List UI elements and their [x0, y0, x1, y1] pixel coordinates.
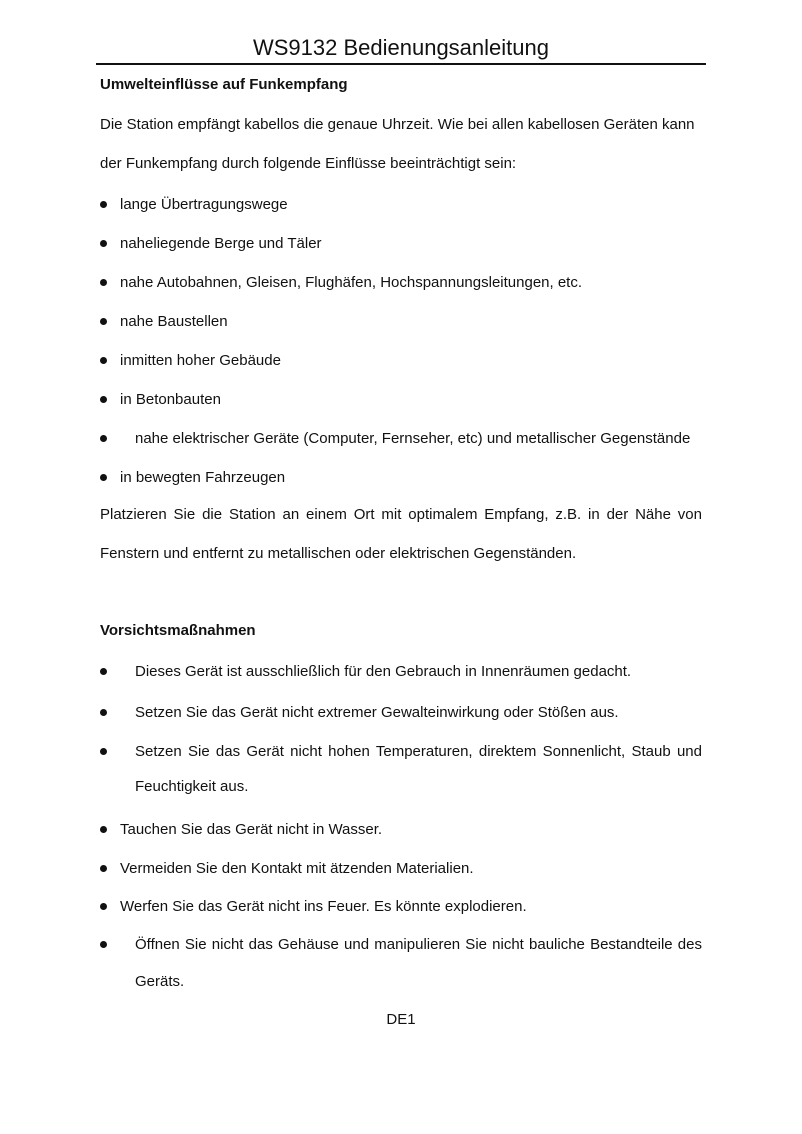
bullet-icon — [100, 279, 107, 286]
list-item: Setzen Sie das Gerät nicht hohen Temperaturen, direktem Sonnenlicht, Staub und — [135, 743, 702, 760]
bullet-icon — [100, 826, 107, 833]
list-item: Vermeiden Sie den Kontakt mit ätzenden Materialien. — [120, 860, 474, 877]
bullet-icon — [100, 709, 107, 716]
page-number: DE1 — [386, 1011, 416, 1028]
section-heading-reception: Umwelteinflüsse auf Funkempfang — [100, 76, 348, 93]
list-item: in Betonbauten — [120, 391, 221, 408]
bullet-icon — [100, 201, 107, 208]
page-title: WS9132 Bedienungsanleitung — [252, 35, 549, 60]
header-divider — [96, 63, 706, 65]
paragraph-line: Platzieren Sie die Station an einem Ort mit optimalem Empfang, z.B. in der Nähe von — [100, 506, 702, 523]
bullet-icon — [100, 435, 107, 442]
list-item: naheliegende Berge und Täler — [120, 235, 322, 252]
list-item-continuation: Geräts. — [135, 973, 185, 990]
list-item: nahe Autobahnen, Gleisen, Flughäfen, Hochspannungsleitungen, etc. — [120, 274, 583, 291]
paragraph-line: Fenstern und entfernt zu metallischen oder elektrischen Gegenständen. — [100, 545, 577, 562]
bullet-icon — [100, 357, 107, 364]
list-item-continuation: Feuchtigkeit aus. — [135, 778, 249, 795]
list-item: in bewegten Fahrzeugen — [120, 469, 286, 486]
list-item: Werfen Sie das Gerät nicht ins Feuer. Es könnte explodieren. — [120, 898, 527, 915]
bullet-icon — [100, 396, 107, 403]
bullet-icon — [100, 668, 107, 675]
paragraph-line: der Funkempfang durch folgende Einflüsse beeinträchtigt sein: — [100, 155, 517, 172]
list-item: Tauchen Sie das Gerät nicht in Wasser. — [120, 821, 383, 838]
list-item: Öffnen Sie nicht das Gehäuse und manipulieren Sie nicht bauliche Bestandteile des — [135, 936, 702, 953]
list-item: nahe elektrischer Geräte (Computer, Fernseher, etc) und metallischer Gegenstände — [135, 430, 691, 447]
bullet-icon — [100, 748, 107, 755]
list-item: nahe Baustellen — [120, 313, 228, 330]
bullet-icon — [100, 474, 107, 481]
bullet-icon — [100, 865, 107, 872]
bullet-icon — [100, 318, 107, 325]
bullet-icon — [100, 941, 107, 948]
bullet-icon — [100, 240, 107, 247]
bullet-icon — [100, 903, 107, 910]
section-heading-precautions: Vorsichtsmaßnahmen — [100, 622, 256, 639]
list-item: lange Übertragungswege — [120, 196, 288, 213]
list-item: Dieses Gerät ist ausschließlich für den Gebrauch in Innenräumen gedacht. — [135, 663, 632, 680]
paragraph-line: Die Station empfängt kabellos die genaue Uhrzeit. Wie bei allen kabellosen Geräten kann — [100, 116, 695, 133]
list-item: Setzen Sie das Gerät nicht extremer Gewalteinwirkung oder Stößen aus. — [135, 704, 619, 721]
list-item: inmitten hoher Gebäude — [120, 352, 281, 369]
